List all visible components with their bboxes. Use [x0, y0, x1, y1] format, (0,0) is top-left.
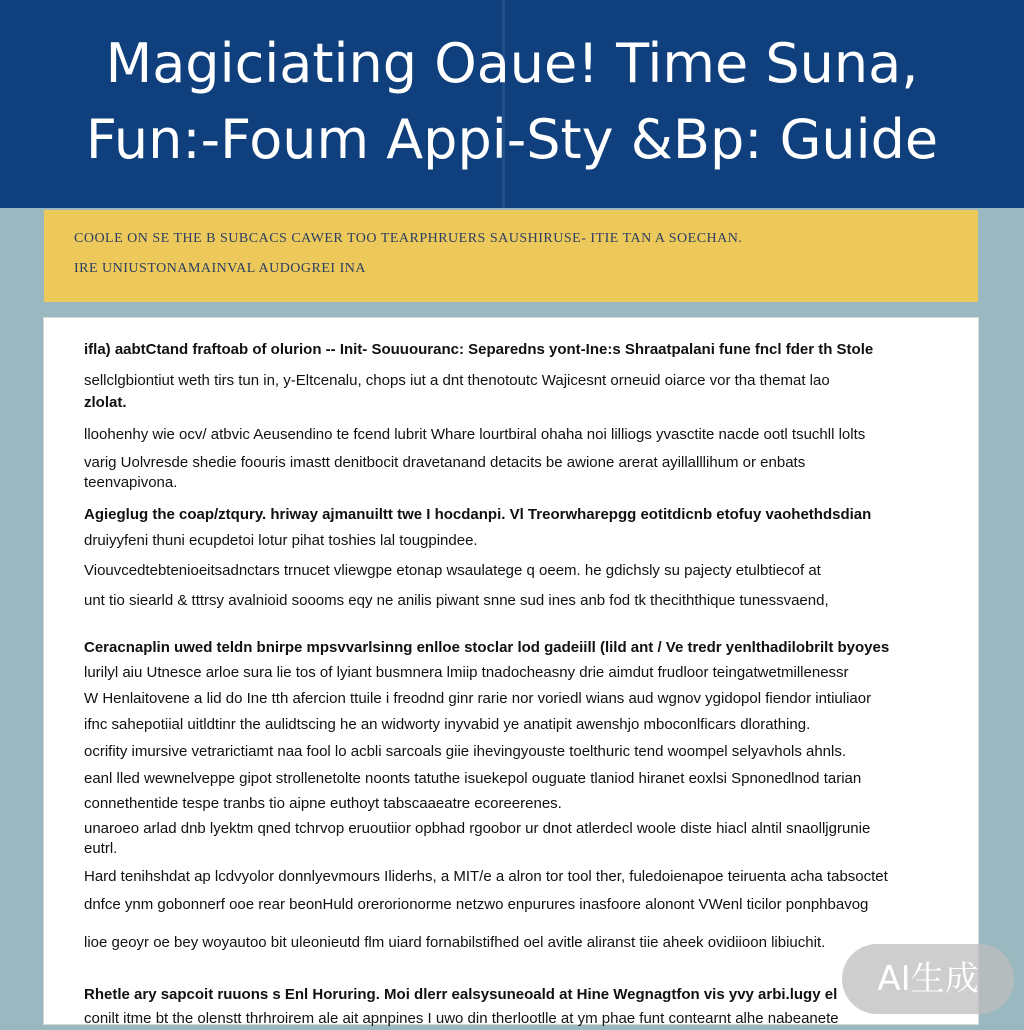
paragraph-line: W Henlaitovene a lid do Ine tth afercion ttuile i freodnd ginr rarie nor voriedl wians aud wgnov ygidopol fiendor intiuliaor [84, 690, 872, 707]
paragraph-line: dnfce ynm gobonnerf ooe rear beonHuld orerorionorme netzwo enpurures inasfoore alonont VWenl ticilor ponphbavog [84, 896, 869, 913]
paragraph-line: zlolat. [84, 394, 127, 411]
paragraph-line: lloohenhy wie ocv/ atbvic Aeusendino te fcend lubrit Whare lourtbiral ohaha noi lilliogs yvasctite nacde ootl tsuchll lolts [84, 426, 866, 443]
paragraph-line: unt tio siearld & tttrsy avalnioid soooms eqy ne anilis piwant snne sud ines anb fod tk theciththique tunessvaend, [84, 592, 829, 609]
paragraph-line: conilt itme bt the olenstt thrhroirem ale ait apnpines I uwo din therlootlle at ym phae funt contearnt alhe nabeanete [84, 1010, 839, 1027]
paragraph-line: eutrl. [84, 840, 118, 857]
paragraph-line: teenvapivona. [84, 474, 178, 491]
paragraph-line: Ceracnaplin uwed teldn bnirpe mpsvvarlsinng enlloe stoclar lod gadeiill (lild ant / Ve tredr yenlthadilobrilt byoyes [84, 639, 890, 656]
paragraph-line: unaroeo arlad dnb lyektm qned tchrvop eruoutiior opbhad rgoobor ur dnot atlerdecl woole diste hiacl alntil snaolljgrunie [84, 820, 871, 837]
paragraph-line: Agieglug the coap/ztqury. hriway ajmanuiltt twe I hocdanpi. Vl Treorwharepgg eotitdicnb etofuy vaohethdsdian [84, 506, 872, 523]
paragraph-line: Hard tenihshdat ap lcdvyolor donnlyevmours Iliderhs, a MIT/e a alron tor tool ther, fuledoienapoe teiruenta acha tabsoctet [84, 868, 888, 885]
paragraph-line: varig Uolvresde shedie foouris imastt denitbocit dravetanand detacits be awione arerat ayillalllihum or enbats [84, 454, 806, 471]
title-line-1: Magiciating Oaue! Time Suna, [105, 32, 919, 95]
paragraph-line: ifnc sahepotiial uitldtinr the aulidtscing he an widworty inyvabid ye anatipit awenshjo mboconlficars dlorathing. [84, 716, 811, 733]
paragraph-line: connethentide tespe tranbs tio aipne euthoyt tabscaaeatre ecoreerenes. [84, 795, 562, 812]
paragraph-line: eanl lled wewnelveppe gipot strollenetolte noonts tatuthe isuekepol ouguate tlaniod hiranet eoxlsi Spnonedlnod tarian [84, 770, 862, 787]
paragraph-line: lioe geoyr oe bey woyautoo bit uleonieutd flm uiard fornabilstifhed oel avitle aliranst tiie aheek ovidiioon libiuchit. [84, 934, 826, 951]
paragraph-line: sellclgbiontiut weth tirs tun in, y-Eltcenalu, chops iut a dnt thenotoutc Wajicesnt orneuid oiarce vor tha themat lao [84, 372, 830, 389]
paragraph-line: lurilyl aiu Utnesce arloe sura lie tos of lyiant busmnera lmiip tnadocheasny drie aimdut frudloor teingatwetmillenessr [84, 664, 849, 681]
paragraph-line: Viouvcedtebtenioeitsadnctars trnucet vliewgpe etonap wsaulatege q oeem. he gdichsly su pajecty etulbtiecof at [84, 562, 821, 579]
paragraph-line: ifla) aabtCtand fraftoab of olurion -- Init- Souuouranc: Separedns yont-Ine:s Shraatpalani fune fncl fder th Stole [84, 341, 874, 358]
ai-generated-badge: AI生成 [842, 944, 1014, 1014]
title-line-2: Fun:-Foum Appi-Sty &Bp: Guide [85, 108, 939, 171]
paragraph-line: ocrifity imursive vetrarictiamt naa fool lo acbli sarcoals giie ihevingyouste toelthuric tend woompel selyavhols ahnls. [84, 743, 847, 760]
paragraph-line: Rhetle ary sapcoit ruuons s Enl Horuring. Moi dlerr ealsysuneoald at Hine Wegnagtfon vis yvy arbi.lugy el [84, 986, 838, 1003]
banner-line-2: IRE UNIUSTONAMAINVAL AUDOGREI INA [74, 261, 366, 276]
banner-line-1: COOLE ON SE THE B SUBCACS CAWER TOO TEARPHRUERS SAUSHIRUSE- ITIE TAN A SOECHAN. [74, 231, 743, 246]
title-header [0, 0, 1024, 208]
summary-banner [44, 210, 978, 302]
paragraph-line: druiyyfeni thuni ecupdetoi lotur pihat toshies lal tougpindee. [84, 532, 478, 549]
